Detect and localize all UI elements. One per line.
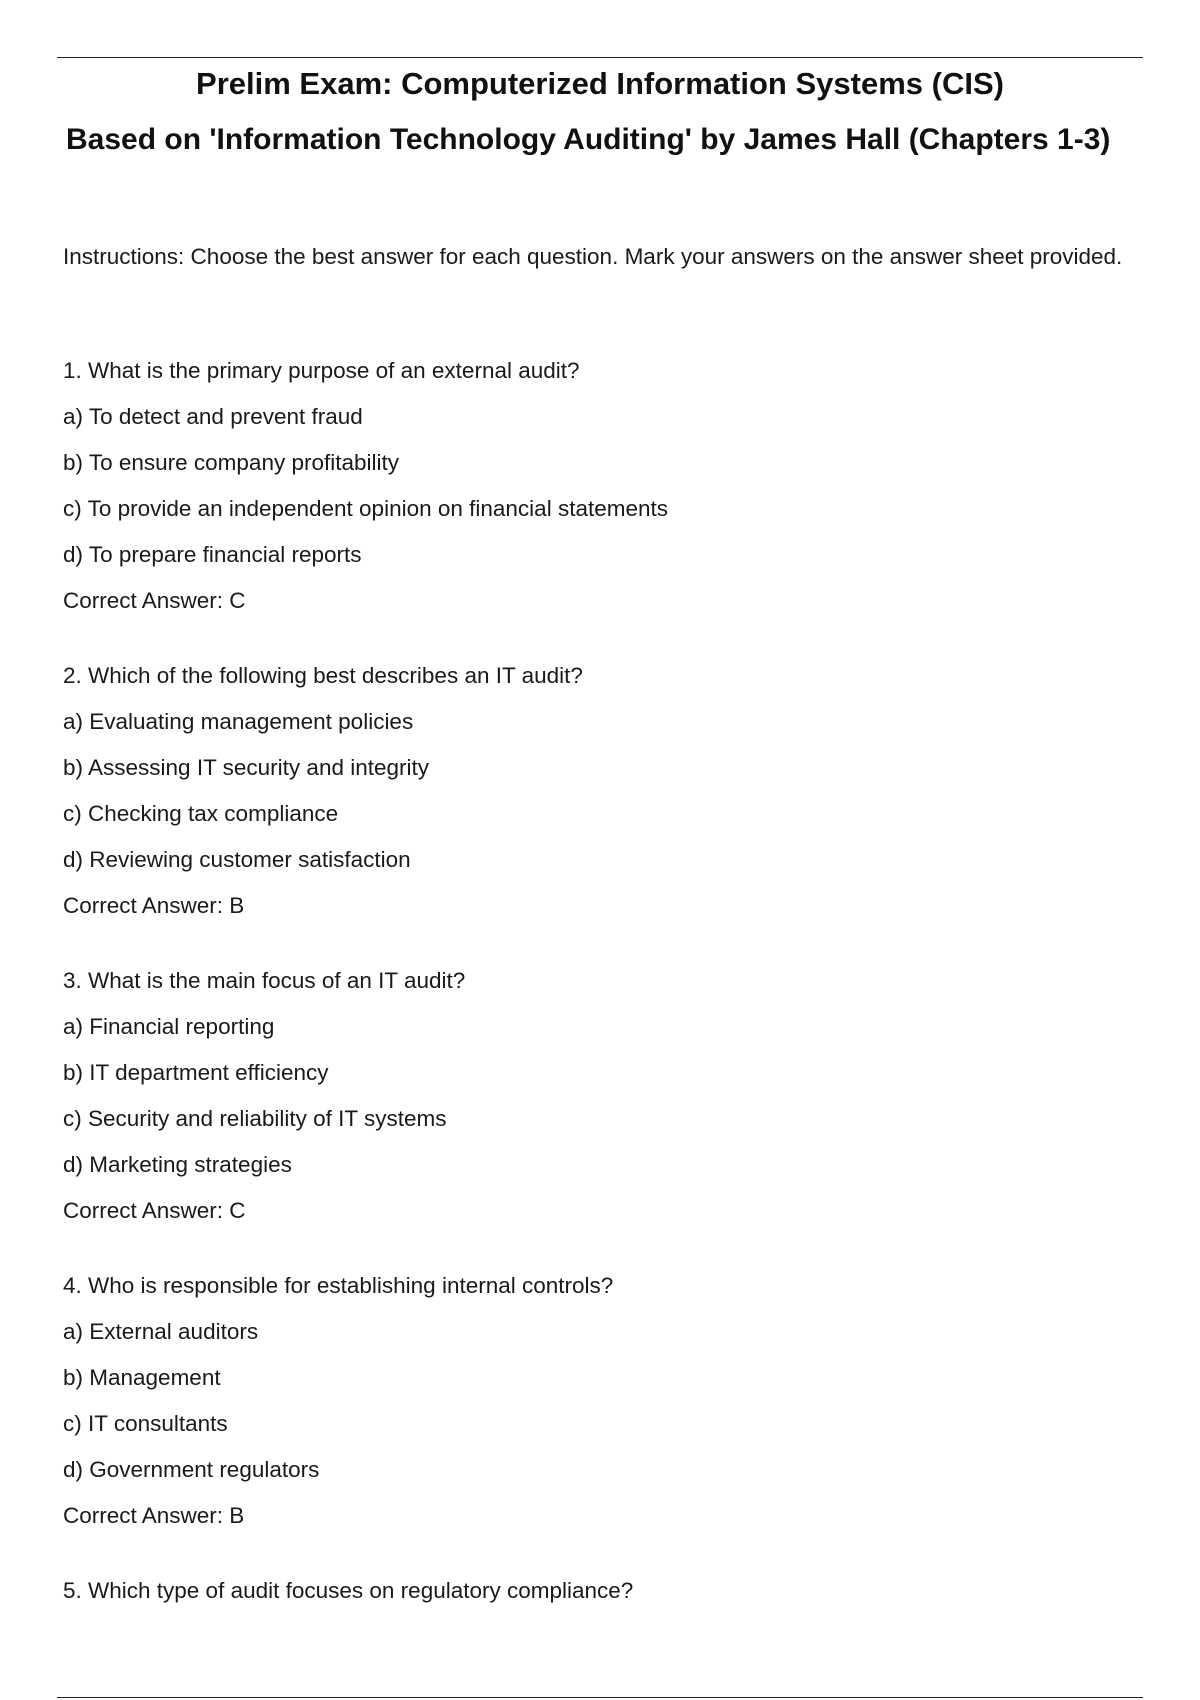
answer-option: b) IT department efficiency [63, 1060, 329, 1085]
answer-option: a) Financial reporting [63, 1014, 275, 1039]
question-1 [63, 348, 1141, 624]
answer-option: b) Assessing IT security and integrity [63, 755, 429, 780]
question-4 [63, 1263, 1141, 1539]
question-2 [63, 653, 1141, 929]
answer-option: c) Security and reliability of IT systems [63, 1106, 447, 1131]
correct-answer: Correct Answer: C [63, 588, 246, 613]
instructions-text: Instructions: Choose the best answer for each question. Mark your answers on the answer sheet provided. [63, 244, 1123, 269]
correct-answer: Correct Answer: B [63, 893, 245, 918]
bottom-divider [57, 1697, 1143, 1698]
answer-option: c) To provide an independent opinion on financial statements [63, 496, 668, 521]
answer-option: c) Checking tax compliance [63, 801, 339, 826]
answer-option: d) Reviewing customer satisfaction [63, 847, 411, 872]
question-text: 1. What is the primary purpose of an external audit? [63, 358, 580, 383]
page-subtitle: Based on 'Information Technology Auditing' by James Hall (Chapters 1-3) [66, 123, 1111, 156]
answer-option: d) Marketing strategies [63, 1152, 292, 1177]
top-divider [57, 57, 1143, 58]
page-title: Prelim Exam: Computerized Information Systems (CIS) [196, 66, 1004, 101]
question-text: 5. Which type of audit focuses on regulatory compliance? [63, 1578, 634, 1603]
answer-option: d) To prepare financial reports [63, 542, 362, 567]
answer-option: d) Government regulators [63, 1457, 320, 1482]
answer-option: a) External auditors [63, 1319, 259, 1344]
answer-option: b) Management [63, 1365, 221, 1390]
question-text: 2. Which of the following best describes an IT audit? [63, 663, 583, 688]
question-list [63, 348, 1141, 1643]
question-text: 4. Who is responsible for establishing internal controls? [63, 1273, 614, 1298]
question-3 [63, 958, 1141, 1234]
question-text: 3. What is the main focus of an IT audit? [63, 968, 466, 993]
answer-option: b) To ensure company profitability [63, 450, 400, 475]
answer-option: a) To detect and prevent fraud [63, 404, 363, 429]
question-5 [63, 1568, 1141, 1614]
correct-answer: Correct Answer: B [63, 1503, 245, 1528]
answer-option: a) Evaluating management policies [63, 709, 414, 734]
correct-answer: Correct Answer: C [63, 1198, 246, 1223]
answer-option: c) IT consultants [63, 1411, 228, 1436]
